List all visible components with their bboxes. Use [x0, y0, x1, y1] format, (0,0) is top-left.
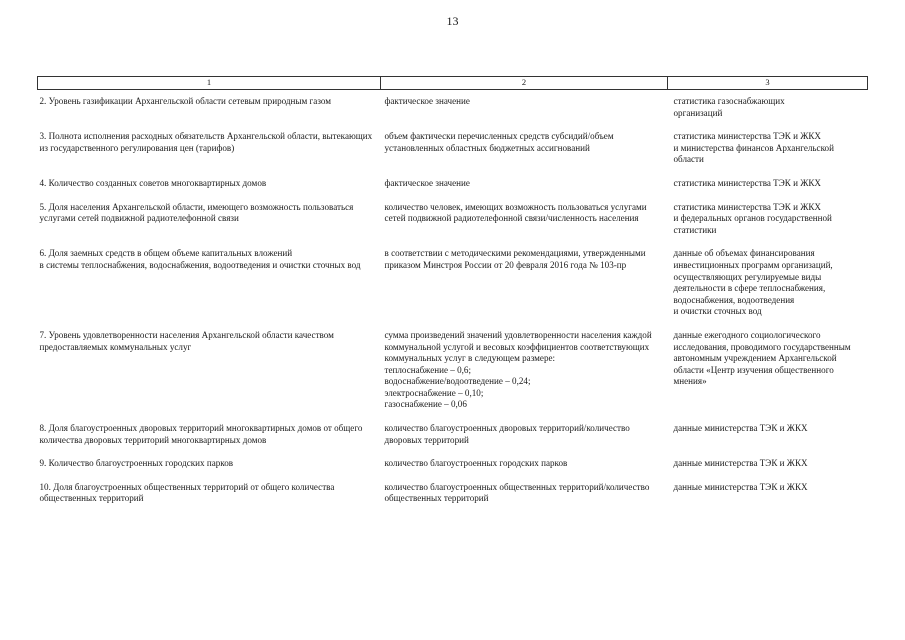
indicators-table: [37, 76, 868, 517]
method-cell: фактическое значение: [384, 177, 470, 188]
table-header: [38, 77, 868, 90]
table-row: [38, 330, 868, 423]
source-cell: данные министерства ТЭК и ЖКХ: [673, 458, 808, 469]
column-header-3: 3: [668, 77, 868, 90]
source-cell: статистика министерства ТЭК и ЖКХ и федеральных органов государственной статистики: [673, 201, 832, 235]
method-cell: фактическое значение: [384, 96, 470, 106]
table-row: [38, 482, 868, 517]
method-cell: количество человек, имеющих возможность пользоваться услугами сетей подвижной радиотелефонной связи/численность населения: [384, 201, 647, 224]
source-cell: статистика министерства ТЭК и ЖКХ и министерства финансов Архангельской области: [673, 131, 834, 165]
table-row: [38, 423, 868, 458]
indicator-cell: 9. Количество благоустроенных городских парков: [39, 458, 234, 469]
source-cell: данные об объемах финансирования инвестиционных программ организаций, осуществляющих регулируемые виды деятельности в сфере теплоснабжения, водоснабжения, водоотведения и очистки сточных вод: [673, 248, 833, 317]
table-row: [38, 178, 868, 202]
source-cell: данные министерства ТЭК и ЖКХ: [673, 423, 808, 434]
indicator-cell: 8. Доля благоустроенных дворовых территорий многоквартирных домов от общего количества дворовых территорий многоквартирных домов: [39, 423, 363, 445]
source-cell: статистика министерства ТЭК и ЖКХ: [673, 177, 821, 188]
method-cell: количество благоустроенных городских парков: [384, 458, 568, 469]
page-number: 13: [446, 14, 459, 28]
source-cell: статистика газоснабжающих организаций: [673, 96, 785, 118]
method-cell: в соответствии с методическими рекомендациями, утвержденными приказом Минстроя России от 20 февраля 2016 года № 103-пр: [384, 248, 646, 270]
table-row: [38, 131, 868, 178]
method-cell: объем фактически перечисленных средств субсидий/объем установленных областных бюджетных ассигнований: [384, 131, 614, 153]
table-body: [38, 90, 868, 518]
indicator-cell: 3. Полнота исполнения расходных обязательств Архангельской области, вытекающих из государственного регулирования цен (тарифов): [39, 131, 373, 153]
table-row: [38, 90, 868, 132]
method-cell: количество благоустроенных дворовых территорий/количество дворовых территорий: [384, 423, 630, 445]
source-cell: данные ежегодного социологического исследования, проводимого государственным автономным учреждением Архангельской области «Центр изучения общественного мнения»: [673, 329, 851, 387]
indicator-cell: 2. Уровень газификации Архангельской области сетевым природным газом: [39, 96, 331, 106]
indicator-cell: 10. Доля благоустроенных общественных территорий от общего количества общественных территорий: [39, 481, 335, 504]
method-cell: количество благоустроенных общественных территорий/количество общественных территорий: [384, 481, 650, 504]
table-row: [38, 248, 868, 330]
indicator-cell: 7. Уровень удовлетворенности населения Архангельской области качеством предоставляемых коммунальных услуг: [39, 329, 334, 352]
method-cell: сумма произведений значений удовлетворенности населения каждой коммунальной услугой и весовых коэффициентов соответствующих коммунальных услуг в следующем размере: теплоснабжение – 0,6; водоснабжение/водоотведение – 0,24; электроснабжение – 0,10; газоснабжение – 0,06: [384, 329, 652, 410]
header-row: [38, 77, 868, 90]
indicator-cell: 4. Количество созданных советов многоквартирных домов: [39, 177, 267, 188]
column-header-2: 2: [381, 77, 668, 90]
table-row: [38, 458, 868, 482]
table-row: [38, 202, 868, 249]
indicator-cell: 6. Доля заемных средств в общем объеме капитальных вложений в системы теплоснабжения, водоснабжения, водоотведения и очистки сточных вод: [39, 248, 361, 270]
column-header-1: 1: [38, 77, 381, 90]
indicator-cell: 5. Доля населения Архангельской области, имеющего возможность пользоваться услугами сетей подвижной радиотелефонной связи: [39, 201, 354, 224]
source-cell: данные министерства ТЭК и ЖКХ: [673, 481, 808, 492]
